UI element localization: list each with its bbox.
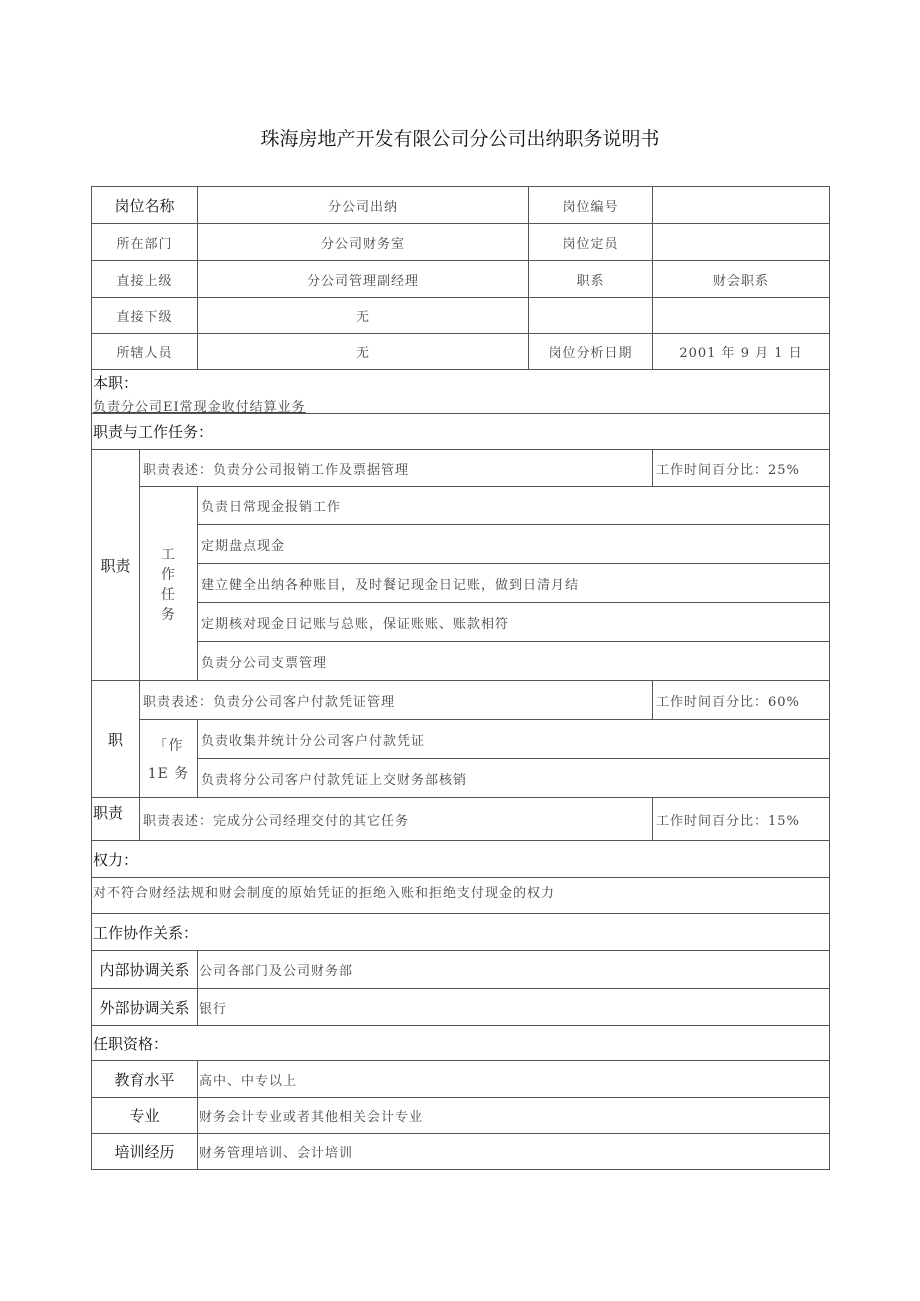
duty2-label: 职 [91, 680, 140, 798]
label-job-family: 职系 [528, 260, 653, 298]
main-duty-text: 负责分公司EI常现金收付结算业务 [93, 400, 306, 415]
training-value: 财务管理培训、会计培训 [197, 1133, 830, 1170]
qualification-label: 任职资格： [91, 1025, 830, 1061]
label-supervisor: 直接上级 [91, 260, 198, 298]
cooperation-label: 工作协作关系： [91, 913, 830, 951]
label-position-name: 岗位名称 [91, 186, 198, 224]
task-item: 定期盘点现金 [197, 524, 830, 564]
power-label: 权力： [91, 840, 830, 878]
value-analysis-date: 2001 年 9 月 1 日 [652, 333, 830, 370]
duty1-description: 职责表述：负责分公司报销工作及票据管理 [139, 449, 653, 487]
label-analysis-date: 岗位分析日期 [528, 333, 653, 370]
internal-coordination-value: 公司各部门及公司财务部 [197, 950, 830, 989]
education-value: 高中、中专以上 [197, 1060, 830, 1098]
task-item: 负责将分公司客户付款凭证上交财务部核销 [197, 758, 830, 798]
internal-coordination-label: 内部协调关系 [91, 950, 198, 989]
education-label: 教育水平 [91, 1060, 198, 1098]
training-label: 培训经历 [91, 1133, 198, 1170]
task-item: 负责日常现金报销工作 [197, 486, 830, 525]
task-item: 负责收集并统计分公司客户付款凭证 [197, 719, 830, 759]
main-duty-label: 本职： [93, 374, 139, 392]
empty-cell [652, 297, 830, 334]
task-item: 定期核对现金日记账与总账，保证账账、账款相符 [197, 602, 830, 642]
duty1-label: 职责 [91, 449, 140, 681]
major-label: 专业 [91, 1097, 198, 1134]
main-duty-section [91, 369, 830, 414]
duty2-description: 职责表述：负责分公司客户付款凭证管理 [139, 680, 653, 720]
value-position-code [652, 186, 830, 224]
value-staff: 无 [197, 333, 529, 370]
label-headcount: 岗位定员 [528, 223, 653, 261]
label-position-code: 岗位编号 [528, 186, 653, 224]
duty2-task-label-line2: 1E 务 [147, 765, 190, 782]
label-staff: 所辖人员 [91, 333, 198, 370]
power-text: 对不符合财经法规和财会制度的原始凭证的拒绝入账和拒绝支付现金的权力 [91, 877, 830, 914]
duty3-description: 职责表述：完成分公司经理交付的其它任务 [139, 797, 653, 841]
value-supervisor: 分公司管理副经理 [197, 260, 529, 298]
major-value: 财务会计专业或者其他相关会计专业 [197, 1097, 830, 1134]
duty3-label: 职责 [91, 797, 140, 841]
duty1-percentage: 工作时间百分比：25% [652, 449, 830, 487]
task-item: 负责分公司支票管理 [197, 641, 830, 681]
task-item: 建立健全出纳各种账目，及时餐记现金日记账，做到日清月结 [197, 563, 830, 603]
duties-header: 职责与工作任务： [91, 413, 830, 450]
value-headcount [652, 223, 830, 261]
duty2-task-label-line1: 「作 [153, 737, 184, 754]
duty1-task-label: 工作任务 [139, 486, 198, 681]
document-title: 珠海房地产开发有限公司分公司出纳职务说明书 [260, 128, 660, 150]
value-job-family: 财会职系 [652, 260, 830, 298]
duty3-percentage: 工作时间百分比：15% [652, 797, 830, 841]
value-position-name: 分公司出纳 [197, 186, 529, 224]
label-subordinate: 直接下级 [91, 297, 198, 334]
value-department: 分公司财务室 [197, 223, 529, 261]
duty2-task-label [139, 719, 198, 798]
value-subordinate: 无 [197, 297, 529, 334]
duty2-percentage: 工作时间百分比：60% [652, 680, 830, 720]
external-coordination-label: 外部协调关系 [91, 988, 198, 1026]
external-coordination-value: 银行 [197, 988, 830, 1026]
empty-cell [528, 297, 653, 334]
label-department: 所在部门 [91, 223, 198, 261]
